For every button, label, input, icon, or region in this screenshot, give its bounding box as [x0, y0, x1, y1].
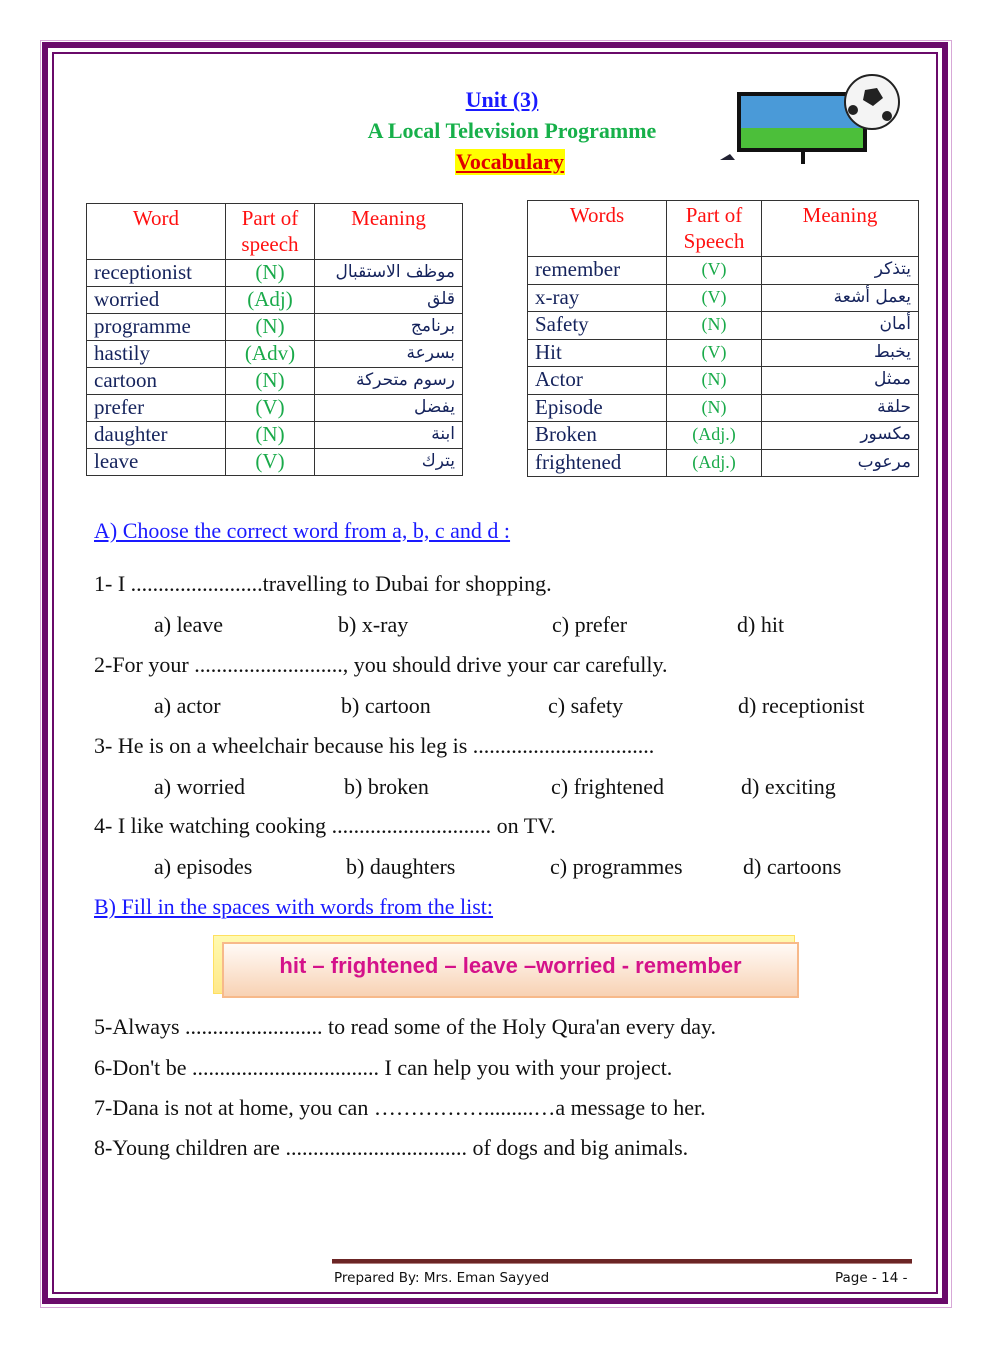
- part-of-speech-cell: (V): [226, 395, 315, 422]
- table-row: [87, 422, 463, 449]
- word-cell: Episode: [528, 394, 667, 422]
- table-row: [528, 312, 919, 340]
- footer-divider: [332, 1259, 912, 1264]
- section-a-title: A) Choose the correct word from a, b, c and d :: [94, 518, 511, 543]
- answer-option[interactable]: b) x-ray: [338, 612, 409, 637]
- column-header: Word: [87, 204, 226, 260]
- question-3: 3- He is on a wheelchair because his leg is .................................: [94, 733, 655, 758]
- part-of-speech-cell: (N): [667, 312, 762, 340]
- answer-option[interactable]: a) episodes: [154, 854, 253, 879]
- table-row: [528, 422, 919, 450]
- meaning-cell: يترك: [315, 449, 463, 476]
- part-of-speech-cell: (Adj): [226, 287, 315, 314]
- part-of-speech-cell: (Adj.): [667, 422, 762, 450]
- column-header: Meaning: [315, 204, 463, 260]
- meaning-cell: ممثل: [762, 367, 919, 395]
- word-cell: programme: [87, 314, 226, 341]
- part-of-speech-cell: (Adv): [226, 341, 315, 368]
- answer-option[interactable]: d) hit: [737, 612, 785, 637]
- table-row: [87, 368, 463, 395]
- question-1: 1- I ........................travelling to Dubai for shopping.: [94, 571, 552, 596]
- part-of-speech-cell: (N): [226, 260, 315, 287]
- meaning-cell: أمان: [762, 312, 919, 340]
- vocabulary-table-2: [527, 200, 919, 477]
- table-row: [87, 341, 463, 368]
- answer-option[interactable]: a) leave: [154, 612, 223, 637]
- table-row: [87, 449, 463, 476]
- part-of-speech-cell: (V): [667, 284, 762, 312]
- word-cell: x-ray: [528, 284, 667, 312]
- question-4: 4- I like watching cooking ............................. on TV.: [94, 813, 556, 838]
- table-row: [87, 314, 463, 341]
- meaning-cell: يعمل أشعة: [762, 284, 919, 312]
- answer-option[interactable]: b) cartoon: [341, 693, 431, 718]
- word-list-box: hit – frightened – leave –worried - remember: [222, 942, 799, 998]
- column-header: Part of Speech: [667, 201, 762, 257]
- footer-author: Prepared By: Mrs. Eman Sayyed: [334, 1270, 550, 1286]
- word-cell: frightened: [528, 449, 667, 477]
- answer-option[interactable]: d) cartoons: [743, 854, 842, 879]
- column-header: Words: [528, 201, 667, 257]
- table-row: [87, 395, 463, 422]
- meaning-cell: يتذكر: [762, 257, 919, 285]
- answer-option[interactable]: a) actor: [154, 693, 221, 718]
- answer-option[interactable]: a) worried: [154, 774, 246, 799]
- sentence-7: 7-Dana is not at home, you can …………….........…a message to her.: [94, 1095, 706, 1120]
- word-cell: hastily: [87, 341, 226, 368]
- tv-football-image: [715, 70, 900, 165]
- part-of-speech-cell: (V): [226, 449, 315, 476]
- table-row: [87, 287, 463, 314]
- word-cell: Actor: [528, 367, 667, 395]
- word-cell: leave: [87, 449, 226, 476]
- answer-option[interactable]: c) programmes: [550, 854, 683, 879]
- word-cell: daughter: [87, 422, 226, 449]
- part-of-speech-cell: (N): [226, 368, 315, 395]
- part-of-speech-cell: (Adj.): [667, 449, 762, 477]
- word-cell: worried: [87, 287, 226, 314]
- answer-option[interactable]: d) exciting: [741, 774, 836, 799]
- part-of-speech-cell: (N): [667, 394, 762, 422]
- answer-option[interactable]: b) broken: [344, 774, 429, 799]
- table-row: [528, 394, 919, 422]
- word-cell: cartoon: [87, 368, 226, 395]
- word-cell: remember: [528, 257, 667, 285]
- word-cell: prefer: [87, 395, 226, 422]
- part-of-speech-cell: (V): [667, 339, 762, 367]
- meaning-cell: قلق: [315, 287, 463, 314]
- answer-option[interactable]: d) receptionist: [738, 693, 865, 718]
- part-of-speech-cell: (N): [226, 422, 315, 449]
- table-row: [87, 260, 463, 287]
- answer-option[interactable]: b) daughters: [346, 854, 456, 879]
- meaning-cell: ابنة: [315, 422, 463, 449]
- table-row: [528, 339, 919, 367]
- table-row: [528, 257, 919, 285]
- vocabulary-table-1: [86, 203, 463, 476]
- section-b-title: B) Fill in the spaces with words from the list:: [94, 894, 494, 919]
- meaning-cell: برنامج: [315, 314, 463, 341]
- part-of-speech-cell: (N): [226, 314, 315, 341]
- part-of-speech-cell: (V): [667, 257, 762, 285]
- column-header: Part of speech: [226, 204, 315, 260]
- part-of-speech-cell: (N): [667, 367, 762, 395]
- meaning-cell: حلقة: [762, 394, 919, 422]
- meaning-cell: يخبط: [762, 339, 919, 367]
- meaning-cell: موظف الاستقبال: [315, 260, 463, 287]
- word-cell: Safety: [528, 312, 667, 340]
- unit-title: Unit (3): [465, 87, 539, 112]
- meaning-cell: بسرعة: [315, 341, 463, 368]
- footer-page-number: Page - 14 -: [835, 1270, 908, 1286]
- sentence-5: 5-Always ......................... to read some of the Holy Qura'an every day.: [94, 1014, 717, 1039]
- meaning-cell: يفضل: [315, 395, 463, 422]
- vocabulary-heading: Vocabulary: [456, 149, 564, 174]
- question-2: 2-For your ..........................., you should drive your car carefully.: [94, 652, 668, 677]
- table-row: [528, 449, 919, 477]
- meaning-cell: رسوم متحركة: [315, 368, 463, 395]
- column-header: Meaning: [762, 201, 919, 257]
- word-cell: Broken: [528, 422, 667, 450]
- sentence-6: 6-Don't be .................................. I can help you with your project.: [94, 1055, 673, 1080]
- word-cell: Hit: [528, 339, 667, 367]
- answer-option[interactable]: c) frightened: [551, 774, 664, 799]
- sentence-8: 8-Young children are ................................. of dogs and big animals.: [94, 1135, 689, 1160]
- lesson-title: A Local Television Programme: [367, 118, 657, 143]
- meaning-cell: مرعوب: [762, 449, 919, 477]
- table-row: [528, 284, 919, 312]
- meaning-cell: مكسور: [762, 422, 919, 450]
- answer-option[interactable]: c) safety: [548, 693, 624, 718]
- word-cell: receptionist: [87, 260, 226, 287]
- answer-option[interactable]: c) prefer: [552, 612, 628, 637]
- table-row: [528, 367, 919, 395]
